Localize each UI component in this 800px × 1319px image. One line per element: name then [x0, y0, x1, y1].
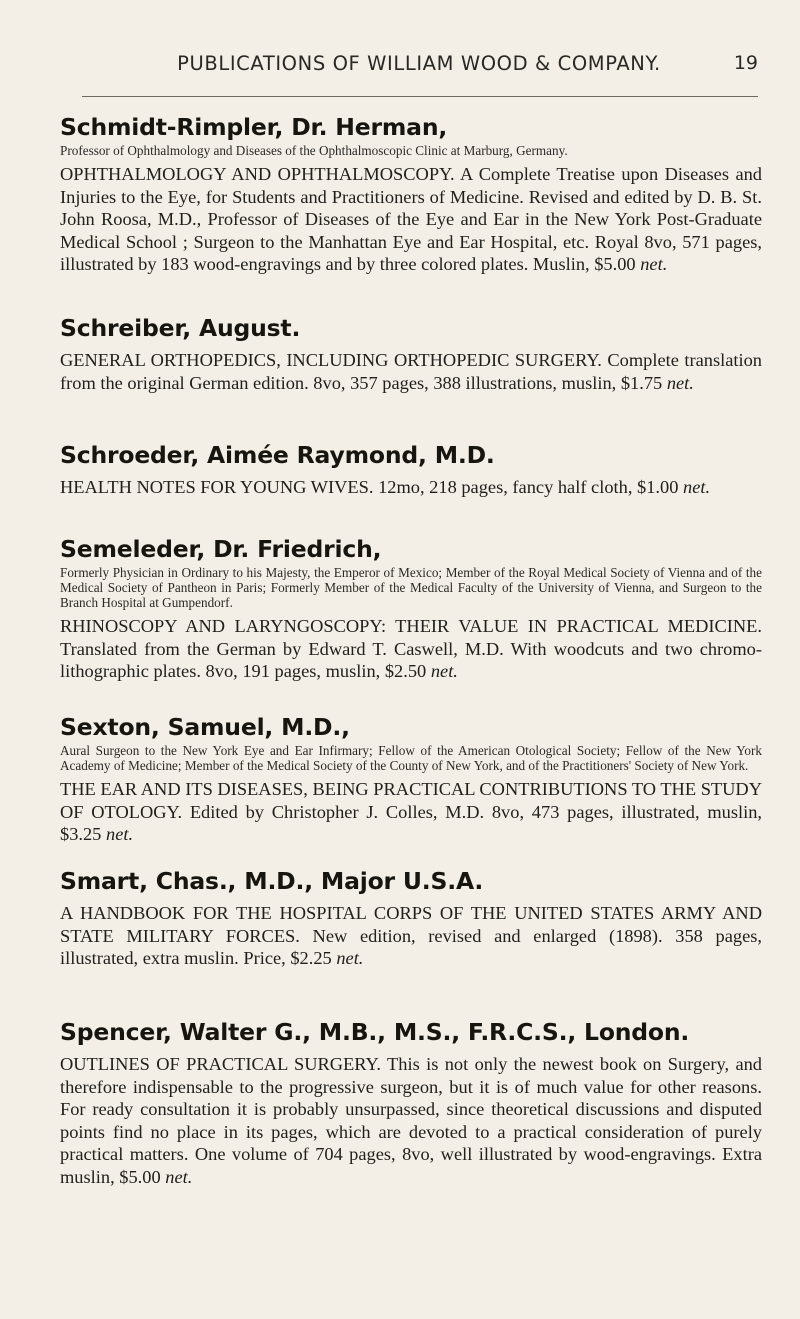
entry-author: Schreiber, August.	[60, 314, 301, 342]
page-number: 19	[733, 52, 758, 74]
entry-author: Spencer, Walter G., M.B., M.S., F.R.C.S., London.	[60, 1018, 690, 1046]
entry-net-label: net.	[430, 661, 458, 681]
entry-description	[60, 476, 762, 499]
entry-description-text: RHINOSCOPY AND LARYNGOSCOPY: THEIR VALUE IN PRACTICAL MEDICINE. Translated from the German by Edward T. Caswell, M.D. With woodcuts and two chromo-lithographic plates. 8vo, 191 pages, muslin, $2.50	[60, 616, 762, 681]
entry-net-label: net.	[165, 1166, 193, 1187]
catalog-entry	[60, 866, 762, 1017]
entry-description	[60, 902, 762, 970]
entry-author: Schmidt-Rimpler, Dr. Herman,	[60, 113, 448, 141]
entry-description	[60, 1053, 762, 1188]
catalog-entry	[60, 712, 762, 866]
entry-description	[60, 615, 762, 683]
running-head	[80, 52, 758, 75]
entry-net-label: net.	[683, 477, 711, 497]
catalog-entry	[60, 440, 762, 534]
entry-author: Smart, Chas., M.D., Major U.S.A.	[60, 867, 484, 895]
catalog-entry	[60, 112, 762, 313]
entry-credentials: Professor of Ophthalmology and Diseases of the Ophthalmoscopic Clinic at Marburg, Germany.	[60, 143, 568, 158]
catalog-entry	[60, 313, 762, 440]
header-rule	[82, 96, 758, 97]
catalog-entry	[60, 1017, 762, 1188]
entry-description-text: HEALTH NOTES FOR YOUNG WIVES. 12mo, 218 pages, fancy half cloth, $1.00	[60, 477, 679, 497]
entry-description	[60, 778, 762, 846]
entry-net-label: net.	[666, 372, 694, 393]
entry-description-text: THE EAR AND ITS DISEASES, BEING PRACTICAL CONTRIBUTIONS TO THE STUDY OF OTOLOGY. Edited by Christopher J. Colles, M.D. 8vo, 473 pages, illustrated, muslin, $3.25	[60, 779, 762, 844]
entry-description	[60, 163, 762, 276]
entry-net-label: net.	[640, 254, 668, 274]
entry-description-text: A HANDBOOK FOR THE HOSPITAL CORPS OF THE UNITED STATES ARMY AND STATE MILITARY FORCES. New edition, revised and enlarged (1898). 358 pages, illustrated, extra muslin. Price, $2.25	[60, 903, 762, 968]
entry-author: Schroeder, Aimée Raymond, M.D.	[60, 441, 495, 469]
catalog-entries	[60, 112, 762, 1188]
entry-description	[60, 349, 762, 394]
entry-description-text: OUTLINES OF PRACTICAL SURGERY. This is not only the newest book on Surgery, and therefore indispensable to the progressive surgeon, but it is of much value for other reasons. For ready consultation it is probably unsurpassed, since theoretical discussions and disputed points find no place in its pages, which are devoted to a practical consideration of purely practical matters. One volume of 704 pages, 8vo, well illustrated by wood-engravings. Extra muslin, $5.00	[60, 1054, 762, 1187]
entry-net-label: net.	[106, 824, 134, 844]
entry-description-text: OPHTHALMOLOGY AND OPHTHALMOSCOPY. A Complete Treatise upon Diseases and Injuries to the Eye, for Students and Practitioners of Medicine. Revised and edited by D. B. St. John Roosa, M.D., Professor of Diseases of the Eye and Ear in the New York Post-Graduate Medical School ; Surgeon to the Manhattan Eye and Ear Hospital, etc. Royal 8vo, 571 pages, illustrated by 183 wood-engravings and by three colored plates. Muslin, $5.00	[60, 164, 762, 274]
entry-author: Sexton, Samuel, M.D.,	[60, 713, 350, 741]
entry-credentials: Aural Surgeon to the New York Eye and Ear Infirmary; Fellow of the American Otological Society; Fellow of the New York Academy of Medicine; Member of the Medical Society of the County of New York, and of the Practitioners' Society of New York.	[60, 743, 762, 773]
entry-description-text: GENERAL ORTHOPEDICS, INCLUDING ORTHOPEDIC SURGERY. Complete translation from the original German edition. 8vo, 357 pages, 388 illustrations, muslin, $1.75	[60, 350, 762, 393]
entry-net-label: net.	[336, 948, 364, 968]
catalog-entry	[60, 534, 762, 712]
entry-credentials: Formerly Physician in Ordinary to his Majesty, the Emperor of Mexico; Member of the Royal Medical Society of Vienna and of the Medical Society of Pantheon in Paris; Formerly Member of the Medical Faculty of the University of Vienna, and Surgeon to the Branch Hospital at Gumpendorf.	[60, 565, 762, 610]
running-head-title: PUBLICATIONS OF WILLIAM WOOD & COMPANY.	[177, 52, 661, 75]
entry-author: Semeleder, Dr. Friedrich,	[60, 535, 382, 563]
